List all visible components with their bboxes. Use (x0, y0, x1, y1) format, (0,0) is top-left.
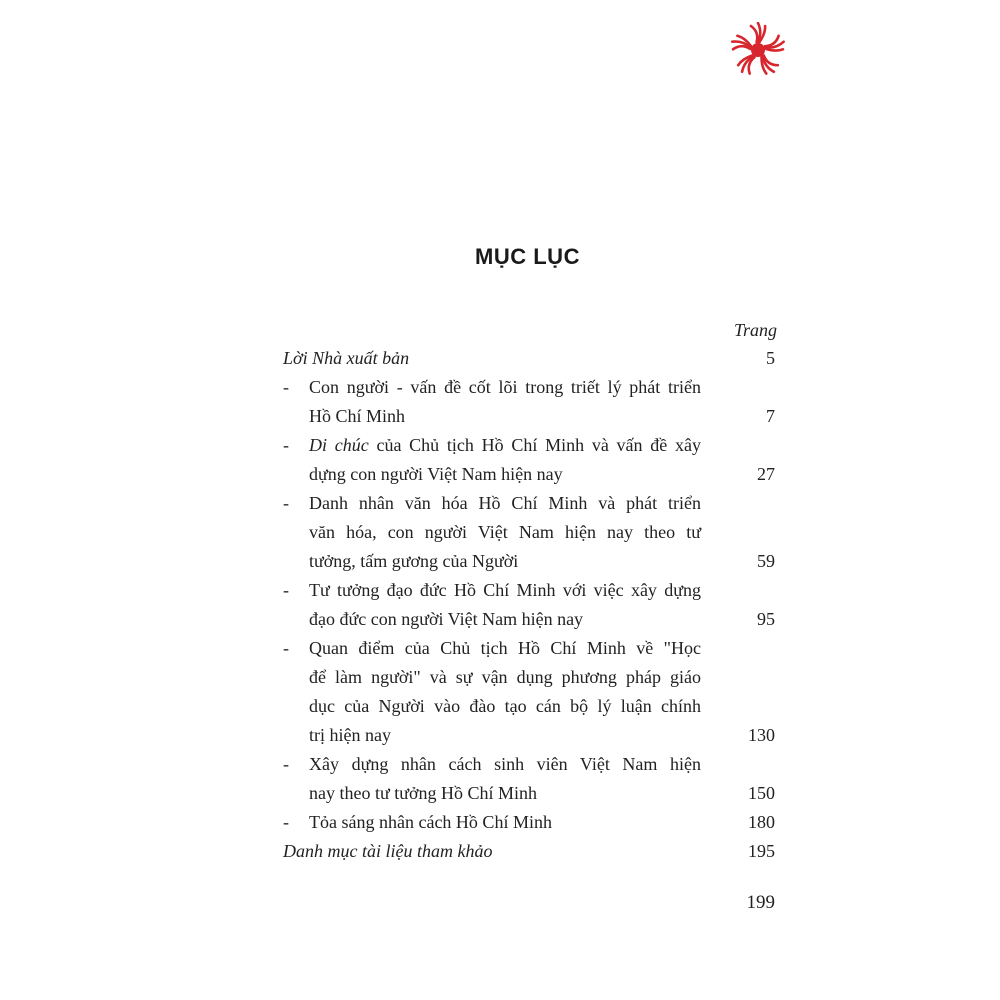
logo-ray (765, 36, 779, 46)
toc-line (283, 605, 775, 634)
toc-entry[interactable] (283, 634, 775, 750)
toc-text-rest: của Chủ tịch Hồ Chí Minh và vấn đề xây (368, 435, 701, 455)
toc-line (283, 692, 775, 721)
toc-entry-text: nay theo tư tưởng Hồ Chí Minh (309, 783, 538, 803)
page-number: 199 (746, 892, 775, 913)
toc-line (283, 431, 775, 460)
toc-line (283, 663, 775, 692)
toc-entry[interactable] (283, 344, 775, 373)
toc-bullet: - (283, 638, 289, 658)
toc-page-number: 5 (766, 348, 775, 368)
logo-center (751, 43, 765, 57)
toc-entry-text: Tư tưởng đạo đức Hồ Chí Minh với việc xây dựng (309, 580, 701, 600)
toc-italic-title: Di chúc (309, 435, 369, 455)
toc-entry-text: dục của Người vào đào tạo cán bộ lý luận chính (309, 696, 701, 716)
toc-entry[interactable] (283, 576, 775, 634)
toc-page-number: 7 (766, 406, 775, 426)
toc-entry[interactable] (283, 808, 775, 837)
toc-line (283, 576, 775, 605)
toc-line (283, 373, 775, 402)
toc-bullet: - (283, 580, 289, 600)
toc-entry-text: Tỏa sáng nhân cách Hồ Chí Minh (309, 812, 552, 832)
toc-line (283, 808, 775, 837)
toc-entry[interactable] (283, 431, 775, 489)
toc-line (283, 779, 775, 808)
toc-line (283, 460, 775, 489)
table-of-contents (283, 344, 775, 866)
toc-page-number: 195 (748, 841, 775, 861)
toc-entry-text: Hồ Chí Minh (309, 406, 406, 426)
toc-page-number: 180 (748, 812, 775, 832)
toc-bullet: - (283, 377, 289, 397)
toc-entry-text (309, 431, 701, 460)
logo-ray (751, 26, 757, 42)
toc-line (283, 634, 775, 663)
toc-entry-text: trị hiện nay (309, 725, 391, 745)
toc-page-number: 150 (748, 783, 775, 803)
toc-bullet: - (283, 493, 289, 513)
toc-page-number: 59 (757, 551, 775, 571)
toc-page-number: 130 (748, 725, 775, 745)
toc-entry-text: Xây dựng nhân cách sinh viên Việt Nam hiện (309, 754, 701, 774)
toc-entry[interactable] (283, 837, 775, 866)
toc-bullet: - (283, 435, 289, 455)
logo-ray (766, 49, 783, 51)
publisher-star-logo-icon (728, 22, 788, 78)
toc-entry-text: đạo đức con người Việt Nam hiện nay (309, 609, 584, 629)
toc-entry[interactable] (283, 373, 775, 431)
toc-entry-text: dựng con người Việt Nam hiện nay (309, 464, 563, 484)
toc-entry-text: Danh nhân văn hóa Hồ Chí Minh và phát triển (309, 493, 701, 513)
toc-entry-text: Lời Nhà xuất bản (283, 348, 410, 368)
toc-bullet: - (283, 754, 289, 774)
toc-line (283, 721, 775, 750)
toc-line (283, 547, 775, 576)
toc-page-number: 27 (757, 464, 775, 484)
toc-line (283, 402, 775, 431)
toc-entry-text: Con người - vấn đề cốt lõi trong triết lý phát triển (309, 377, 701, 397)
toc-line (283, 489, 775, 518)
toc-page-number: 95 (757, 609, 775, 629)
toc-line (283, 837, 775, 866)
toc-entry-text: Danh mục tài liệu tham khảo (283, 841, 493, 861)
toc-entry-text: tưởng, tấm gương của Người (309, 551, 519, 571)
toc-line (283, 344, 775, 373)
toc-entry-text: để làm người" và sự vận dụng phương pháp giáo (309, 667, 701, 687)
toc-entry[interactable] (283, 750, 775, 808)
toc-bullet: - (283, 812, 289, 832)
toc-entry-text: Quan điểm của Chủ tịch Hồ Chí Minh về "Học (309, 638, 701, 658)
toc-entry-text: văn hóa, con người Việt Nam hiện nay theo tư (309, 522, 701, 542)
page-column-header: Trang (733, 320, 777, 340)
toc-line (283, 750, 775, 779)
toc-entry[interactable] (283, 489, 775, 576)
page-title: MỤC LỤC (475, 244, 580, 269)
toc-line (283, 518, 775, 547)
